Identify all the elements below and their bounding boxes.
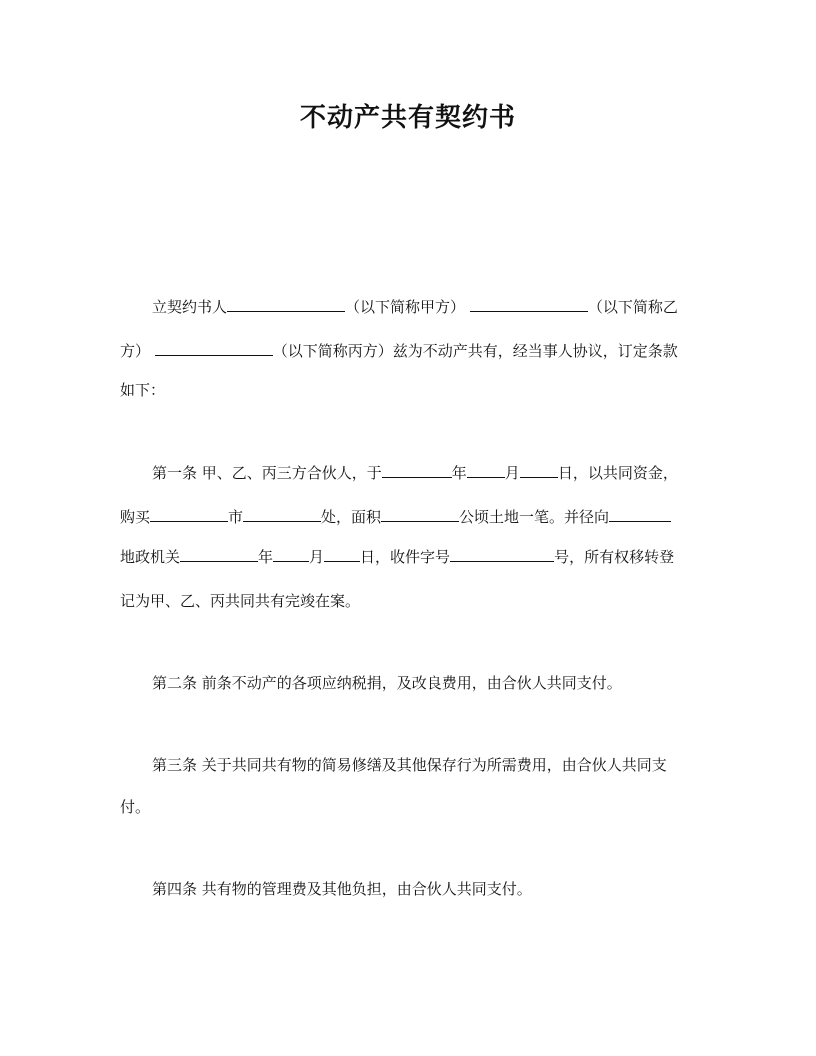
intro-text: （以下简称乙: [587, 298, 678, 316]
article-1-text: 处，面积: [321, 508, 382, 526]
article-3-text: 第三条 关于共同共有物的简易修缮及其他保存行为所需费用，由合伙人共同支: [152, 756, 667, 774]
article-4-line-1: [152, 879, 532, 899]
intro-text: 立契约书人: [152, 298, 228, 316]
article-1-text: 日，以共同资金，: [557, 464, 678, 482]
location-blank[interactable]: [243, 507, 321, 522]
year-blank[interactable]: [382, 463, 452, 478]
article-3-text: 付。: [120, 798, 151, 816]
intro-text: 如下：: [120, 381, 166, 399]
area-blank[interactable]: [381, 507, 459, 522]
intro-text: （以下简称甲方）: [345, 298, 466, 316]
month-blank[interactable]: [467, 463, 505, 478]
agency-blank[interactable]: [609, 507, 671, 522]
article-1-text: 购买: [120, 508, 151, 526]
article-1-line-3: [120, 547, 674, 567]
registration-day-blank[interactable]: [324, 547, 360, 562]
intro-line-3: [120, 380, 165, 400]
article-1-line-4: [120, 591, 360, 611]
article-1-text: 日，收件字号: [360, 548, 451, 566]
intro-line-1: [152, 297, 678, 317]
intro-text: （以下简称丙方）兹为不动产共有，经当事人协议，订定条款: [272, 342, 678, 360]
article-1-text: 市: [228, 508, 244, 526]
article-1-text: 地政机关: [120, 548, 181, 566]
article-1-text: 号，所有权移转登: [554, 548, 675, 566]
receipt-number-blank[interactable]: [450, 547, 554, 562]
party-a-blank[interactable]: [227, 297, 345, 312]
intro-text: 方）: [120, 342, 151, 360]
article-3-line-2: [120, 797, 150, 817]
document-title: 不动产共有契约书: [299, 103, 516, 133]
article-1-text: 月: [309, 548, 325, 566]
article-1-text: 记为甲、乙、丙共同共有完竣在案。: [120, 592, 361, 610]
party-c-blank[interactable]: [155, 341, 273, 356]
registration-year-blank[interactable]: [180, 547, 258, 562]
article-1-text: 年: [451, 464, 467, 482]
city-blank[interactable]: [150, 507, 228, 522]
article-4-text: 第四条 共有物的管理费及其他负担，由合伙人共同支付。: [152, 880, 532, 898]
party-b-blank[interactable]: [470, 297, 588, 312]
article-1-line-1: [152, 463, 678, 483]
article-2-line-1: [152, 673, 622, 693]
article-1-text: 月: [504, 464, 520, 482]
intro-line-2: [120, 341, 678, 361]
registration-month-blank[interactable]: [273, 547, 309, 562]
article-1-text: 年: [258, 548, 274, 566]
article-3-line-1: [152, 755, 667, 775]
article-1-text: 公顷土地一笔。并径向: [459, 508, 610, 526]
article-1-line-2: [120, 507, 671, 527]
article-2-text: 第二条 前条不动产的各项应纳税捐，及改良费用，由合伙人共同支付。: [152, 674, 622, 692]
day-blank[interactable]: [520, 463, 558, 478]
article-1-text: 第一条 甲、乙、丙三方合伙人，于: [152, 464, 382, 482]
